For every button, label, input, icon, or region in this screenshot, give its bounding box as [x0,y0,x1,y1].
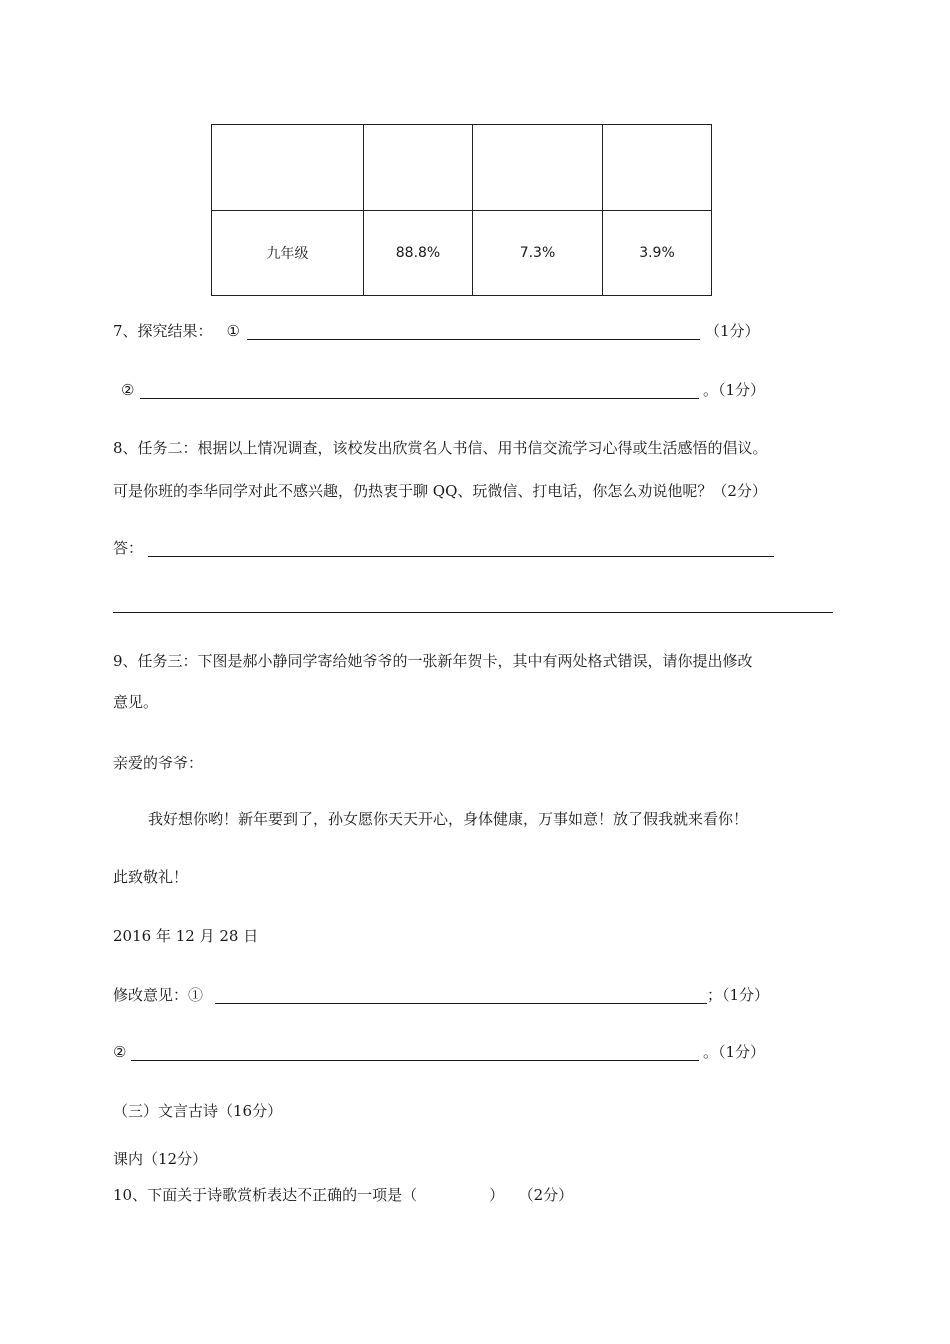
table-cell [212,125,364,211]
q9-prompt-line-2: 意见。 [113,693,159,711]
table-cell [473,125,603,211]
q8-answer-line-1[interactable] [148,556,774,557]
q7-label: 7、探究结果： ① [113,322,240,340]
q7-answer-line-2[interactable] [140,398,699,399]
table-cell-value: 7.3% [473,211,603,296]
table-cell-value: 3.9% [603,211,712,296]
q8-answer-label: 答： [113,539,144,557]
revise-answer-line-2[interactable] [131,1060,699,1061]
q10-score: （2分） [526,1186,574,1204]
q9-prompt-line-1: 9、任务三：下图是郝小静同学寄给她爷爷的一张新年贺卡，其中有两处格式错误，请你提出修改 [113,652,753,670]
q10-prompt: 10、下面关于诗歌赏析表达不正确的一项是（ ） （2分） [113,1186,574,1204]
card-date: 2016 年 12 月 28 日 [113,927,259,945]
circle-number-2: ② [113,1043,127,1061]
table-row [212,211,712,296]
circle-number-2: ② [121,381,135,399]
circle-number-1: ① [226,322,240,340]
table-cell [603,125,712,211]
table-cell-grade: 九年级 [212,211,364,296]
table-cell [364,125,473,211]
revise-label: 修改意见：① [113,986,204,1004]
table-row [212,125,712,211]
section-title: （三）文言古诗（16分） [113,1102,283,1120]
table-cell-value: 88.8% [364,211,473,296]
card-body: 我好想你哟！新年要到了，孙女愿你天天开心，身体健康，万事如意！放了假我就来看你！ [148,810,749,828]
revise-answer-line-1[interactable] [215,1003,707,1004]
revise-score-2: 。（1分） [703,1043,766,1061]
q7-answer-line-1[interactable] [247,339,700,340]
q8-answer-line-2[interactable] [113,612,833,613]
section-subtitle: 课内（12分） [113,1150,208,1168]
q8-prompt-line-1: 8、任务二：根据以上情况调查，该校发出欣赏名人书信、用书信交流学习心得或生活感悟的倡议。 [113,439,768,457]
card-closing: 此致敬礼！ [113,868,189,886]
survey-table [211,124,712,296]
q7-score-2: 。（1分） [703,381,766,399]
card-greeting: 亲爱的爷爷： [113,754,204,772]
q8-prompt-line-2: 可是你班的李华同学对此不感兴趣，仍热衷于聊 QQ、玩微信、打电话，你怎么劝说他呢？（2分） [113,482,767,500]
q7-score-1: （1分） [705,322,760,340]
revise-score-1: ；（1分） [707,986,770,1004]
